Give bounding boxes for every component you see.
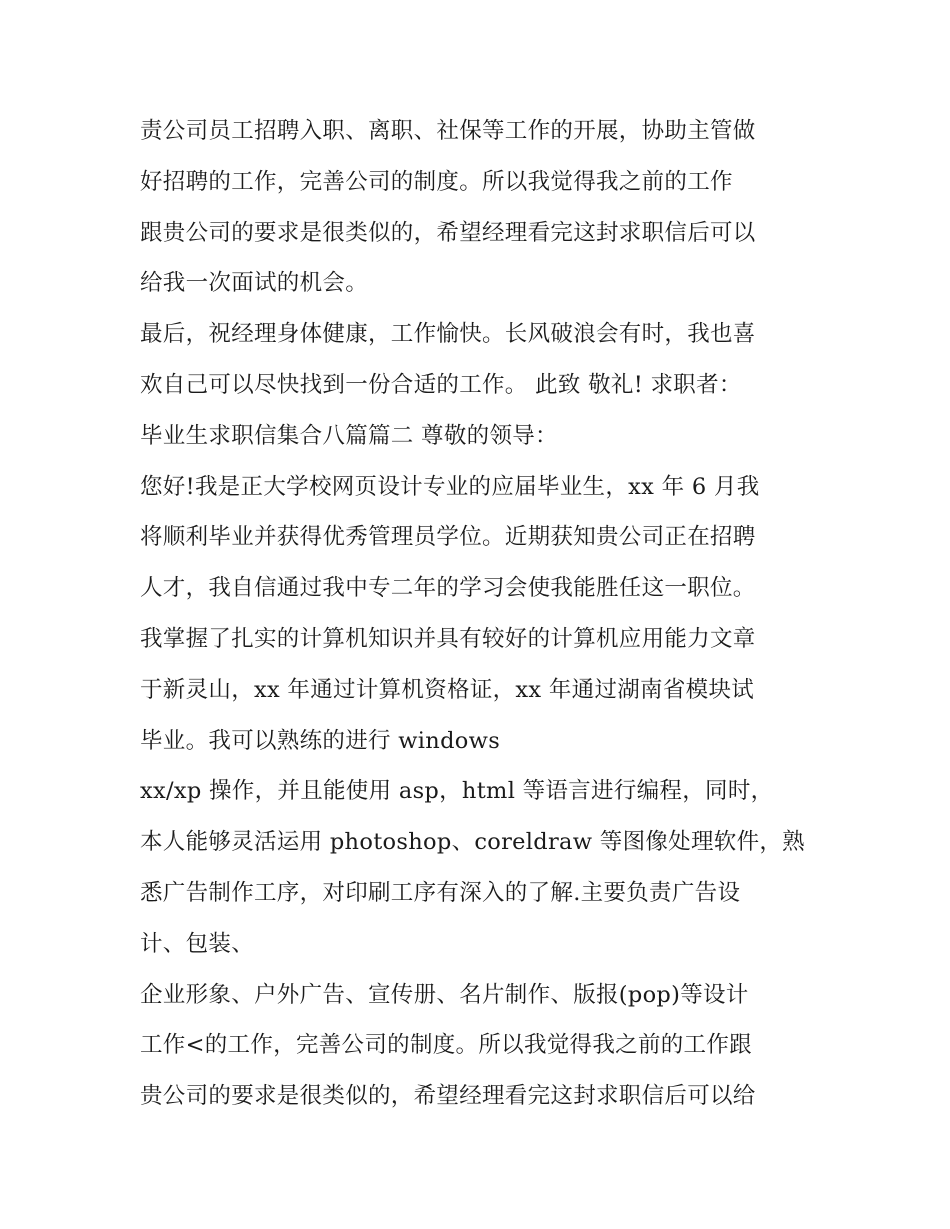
text-line: 计、包装、 bbox=[140, 930, 255, 957]
text-line: 责公司员工招聘入职、离职、社保等工作的开展，协助主管做 bbox=[140, 118, 756, 144]
text-line: xx/xp 操作，并且能使用 asp，html 等语言进行编程，同时， bbox=[140, 778, 774, 805]
text-line: 毕业。我可以熟练的进行 windows bbox=[140, 727, 501, 754]
text-line: 好招聘的工作，完善公司的制度。所以我觉得我之前的工作 bbox=[140, 168, 733, 195]
text-line: 欢自己可以尽快找到一份合适的工作。 此致 敬礼! 求职者： bbox=[140, 371, 742, 398]
text-line: 悉广告制作工序，对印刷工序有深入的了解.主要负责广告设 bbox=[140, 879, 741, 906]
text-line: 您好!我是正大学校网页设计专业的应届毕业生，xx 年 6 月我 bbox=[140, 473, 760, 500]
text-line: 人才，我自信通过我中专二年的学习会使我能胜任这一职位。 bbox=[140, 575, 756, 602]
text-line: 我掌握了扎实的计算机知识并具有较好的计算机应用能力文章 bbox=[140, 625, 756, 652]
text-line: 贵公司的要求是很类似的，希望经理看完这封求职信后可以给 bbox=[140, 1083, 756, 1110]
text-line: 最后，祝经理身体健康，工作愉快。长风破浪会有时，我也喜 bbox=[140, 321, 756, 348]
text-line: 将顺利毕业并获得优秀管理员学位。近期获知贵公司正在招聘 bbox=[140, 524, 756, 551]
text-line: 给我一次面试的机会。 bbox=[140, 270, 369, 297]
text-line: 于新灵山，xx 年通过计算机资格证，xx 年通过湖南省模块试 bbox=[140, 676, 755, 703]
text-line: 企业形象、户外广告、宣传册、名片制作、版报(pop)等设计 bbox=[140, 981, 749, 1008]
text-line: 跟贵公司的要求是很类似的，希望经理看完这封求职信后可以 bbox=[140, 219, 756, 246]
cover-letter-body bbox=[140, 106, 830, 1122]
text-line: 工作<的工作，完善公司的制度。所以我觉得我之前的工作跟 bbox=[140, 1032, 752, 1059]
text-line: 本人能够灵活运用 photoshop、coreldraw 等图像处理软件，熟 bbox=[140, 829, 805, 856]
section-heading: 毕业生求职信集合八篇篇二 尊敬的领导： bbox=[140, 422, 558, 449]
